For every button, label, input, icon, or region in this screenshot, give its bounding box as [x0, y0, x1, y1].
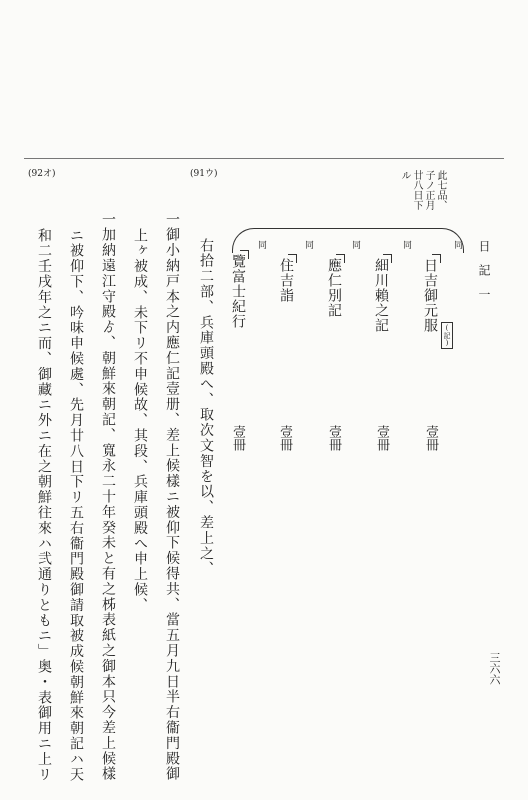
list-item-tag-1: (記) [443, 324, 451, 347]
list-item-title-2: 細川賴之記 [373, 258, 389, 333]
list-item-title-3: 應仁別記 [326, 258, 342, 318]
list-item-title-4: 住吉詣 [278, 258, 294, 303]
body-line-6: 和二壬戌年之ニ而、御藏ニ外ニ在之朝鮮往來ハ弐通りともニ」奥・表御用ニ上リ [36, 228, 52, 783]
same-mark: 同 [258, 241, 268, 251]
list-item-count-1: 壹冊 [423, 425, 438, 451]
same-mark: 同 [352, 241, 362, 251]
body-line-3: 上ヶ被成、未下リ不申候故、其段、兵庫頭殿へ申上候、 [132, 228, 148, 613]
list-item-count-4: 壹冊 [277, 425, 292, 451]
body-line-5: ニ被仰下、吟味申候處、先月廿八日下リ五右衞門殿御請取被成候朝鮮來朝記ハ天 [68, 228, 84, 783]
side-note-line-1: 此七品、 [435, 170, 446, 210]
side-note-line-4: ル [399, 170, 410, 180]
side-note-line-2: 子ノ正月 [423, 170, 434, 210]
same-mark: 同 [403, 241, 413, 251]
list-item-title-1: 日吉御元服 [422, 258, 438, 333]
body-line-1: 右拾二部、兵庫頭殿へ、取次文智を以、差上之、 [198, 238, 214, 577]
running-head: 日記一 [477, 240, 491, 312]
list-item-title-5: 覽富士紀行 [230, 254, 246, 329]
body-line-2: 一御小納戸本之内應仁記壹册、差上候樣ニ被仰下候得共、當五月九日半右衞門殿御 [164, 212, 180, 782]
folio-left: (92オ) [28, 169, 56, 179]
list-item-count-2: 壹冊 [374, 425, 389, 451]
folio-right: (91ウ) [190, 169, 218, 179]
list-item-count-3: 壹冊 [326, 425, 341, 451]
same-mark: 同 [454, 241, 464, 251]
body-line-4: 一加納遠江守殿ゟ、朝鮮來朝記、寬永二十年癸未と有之柹表紙之御本只今差上候樣 [100, 212, 116, 782]
page-number: 三六六 [488, 652, 501, 685]
same-mark: 同 [305, 241, 315, 251]
side-note-line-3: 廿八日下 [411, 170, 422, 210]
top-rule [24, 158, 504, 159]
list-item-count-5: 壹冊 [230, 425, 245, 451]
